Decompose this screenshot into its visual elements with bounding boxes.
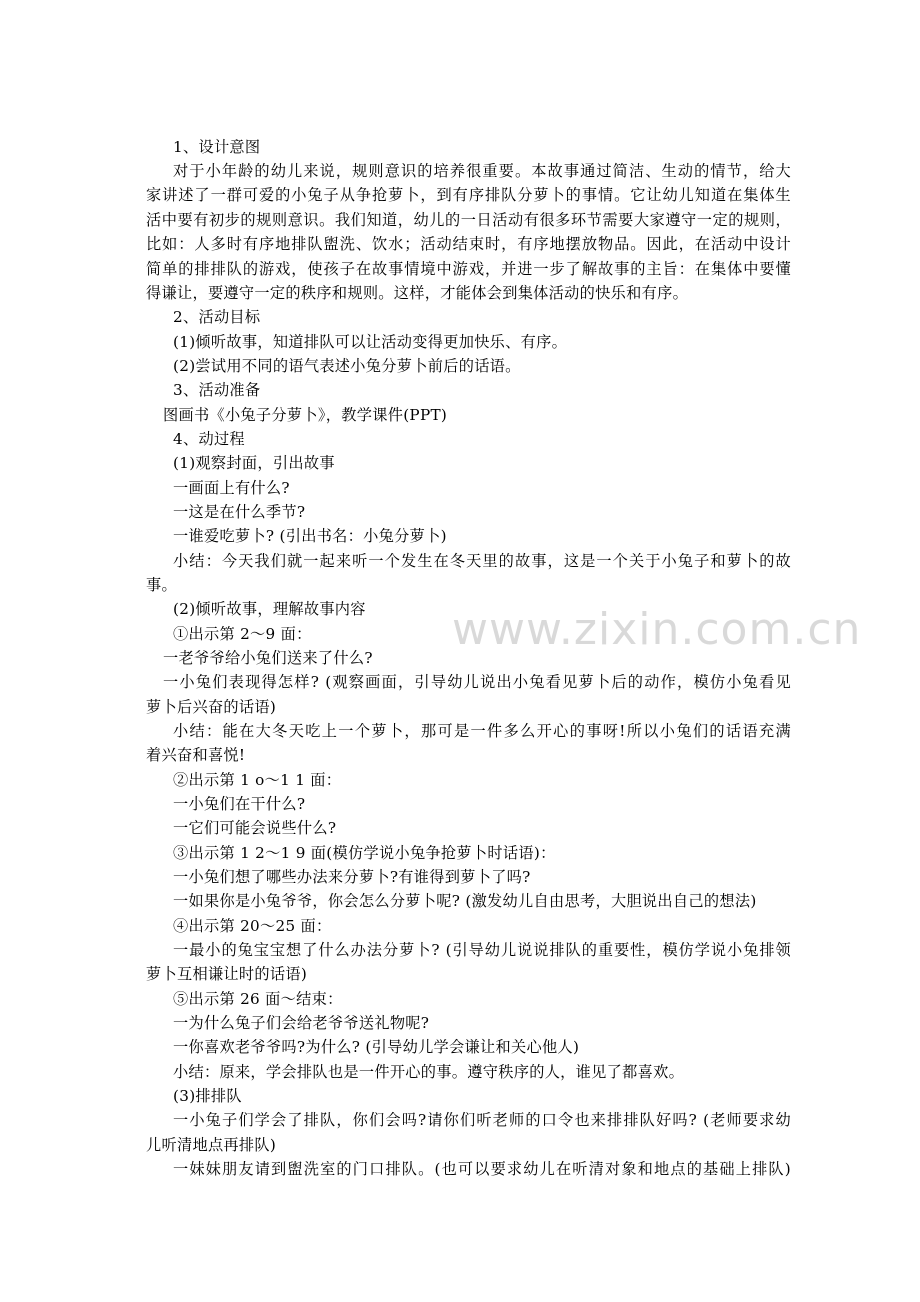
paragraph-line: 活中要有初步的规则意识。我们知道，幼儿的一日活动有很多环节需要大家遵守一定的规则， (146, 211, 791, 229)
section-heading-preparation: 3、活动准备 (173, 381, 261, 399)
instruction-line: 儿听清地点再排队) (146, 1136, 277, 1154)
question-line: 一画面上有什么? (173, 479, 290, 497)
summary-line: 事。 (146, 576, 177, 594)
question-line: 一它们可能会说些什么? (173, 819, 337, 837)
summary-line: 着兴奋和喜悦! (146, 746, 246, 764)
paragraph-line: 对于小年龄的幼儿来说，规则意识的培养很重要。本故事通过简洁、生动的情节，给大 (173, 162, 791, 180)
question-line: 一老爷爷给小兔们送来了什么? (163, 649, 373, 667)
question-line: 一小兔们表现得怎样? (观察画面，引导幼儿说出小兔看见萝卜后的动作，模仿小兔看见 (163, 673, 791, 691)
question-line: 一最小的兔宝宝想了什么办法分萝卜? (引导幼儿说说排队的重要性，模仿学说小兔排领 (173, 941, 791, 959)
page-range-item: ①出示第 2～9 面： (173, 625, 312, 643)
question-line: 一小兔们在干什么? (173, 795, 306, 813)
section-heading-design-intent: 1、设计意图 (173, 138, 261, 156)
goal-item: (1)倾听故事，知道排队可以让活动变得更加快乐、有序。 (173, 333, 568, 351)
paragraph-line: 家讲述了一群可爱的小兔子从争抢萝卜，到有序排队分萝卜的事情。它让幼儿知道在集体生 (146, 186, 791, 204)
goal-item: (2)尝试用不同的语气表述小兔分萝卜前后的话语。 (173, 357, 521, 375)
page-range-item: ③出示第 1 2～1 9 面(模仿学说小兔争抢萝卜时话语)： (173, 844, 556, 862)
question-line: 一这是在什么季节? (173, 503, 306, 521)
question-line: 一你喜欢老爷爷吗?为什么? (引导幼儿学会谦让和关心他人) (173, 1038, 580, 1056)
question-line: 萝卜后兴奋的话语) (146, 698, 277, 716)
summary-line: 小结：原来，学会排队也是一件开心的事。遵守秩序的人，谁见了都喜欢。 (173, 1063, 685, 1081)
watermark: www.zixin.com.cn (452, 604, 862, 655)
step-heading: (3)排排队 (173, 1087, 242, 1105)
page-range-item: ⑤出示第 26 面～结束： (173, 990, 343, 1008)
page-range-item: ④出示第 20～25 面： (173, 917, 332, 935)
question-line: 一小兔们想了哪些办法来分萝卜?有谁得到萝卜了吗? (173, 868, 531, 886)
question-line: 一如果你是小兔爷爷，你会怎么分萝卜呢? (激发幼儿自由思考，大胆说出自己的想法) (173, 892, 757, 910)
instruction-line: 一妹妹朋友请到盥洗室的门口排队。(也可以要求幼儿在听清对象和地点的基础上排队) (173, 1160, 791, 1178)
instruction-line: 一小兔子们学会了排队，你们会吗?请你们听老师的口令也来排排队好吗? (老师要求幼 (173, 1111, 791, 1129)
paragraph-line: 简单的排排队的游戏，使孩子在故事情境中游戏，并进一步了解故事的主旨：在集体中要懂 (146, 260, 791, 278)
section-heading-process: 4、动过程 (173, 430, 245, 448)
question-line: 一为什么兔子们会给老爷爷送礼物呢? (173, 1014, 430, 1032)
step-heading: (2)倾听故事，理解故事内容 (173, 600, 366, 618)
step-heading: (1)观察封面，引出故事 (173, 454, 335, 472)
preparation-text: 图画书《小兔子分萝卜》，教学课件(PPT) (163, 406, 448, 424)
paragraph-line: 得谦让，要遵守一定的秩序和规则。这样，才能体会到集体活动的快乐和有序。 (146, 284, 689, 302)
page-range-item: ②出示第 1 o～1 1 面： (173, 771, 342, 789)
summary-line: 小结：今天我们就一起来听一个发生在冬天里的故事，这是一个关于小兔子和萝卜的故 (173, 552, 791, 570)
question-line: 萝卜互相谦让时的话语) (146, 965, 308, 983)
section-heading-goals: 2、活动目标 (173, 308, 261, 326)
paragraph-line: 比如：人多时有序地排队盥洗、饮水；活动结束时，有序地摆放物品。因此，在活动中设计 (146, 235, 791, 253)
question-line: 一谁爱吃萝卜? (引出书名：小兔分萝卜) (173, 527, 447, 545)
summary-line: 小结：能在大冬天吃上一个萝卜，那可是一件多么开心的事呀!所以小兔们的话语充满 (173, 722, 791, 740)
